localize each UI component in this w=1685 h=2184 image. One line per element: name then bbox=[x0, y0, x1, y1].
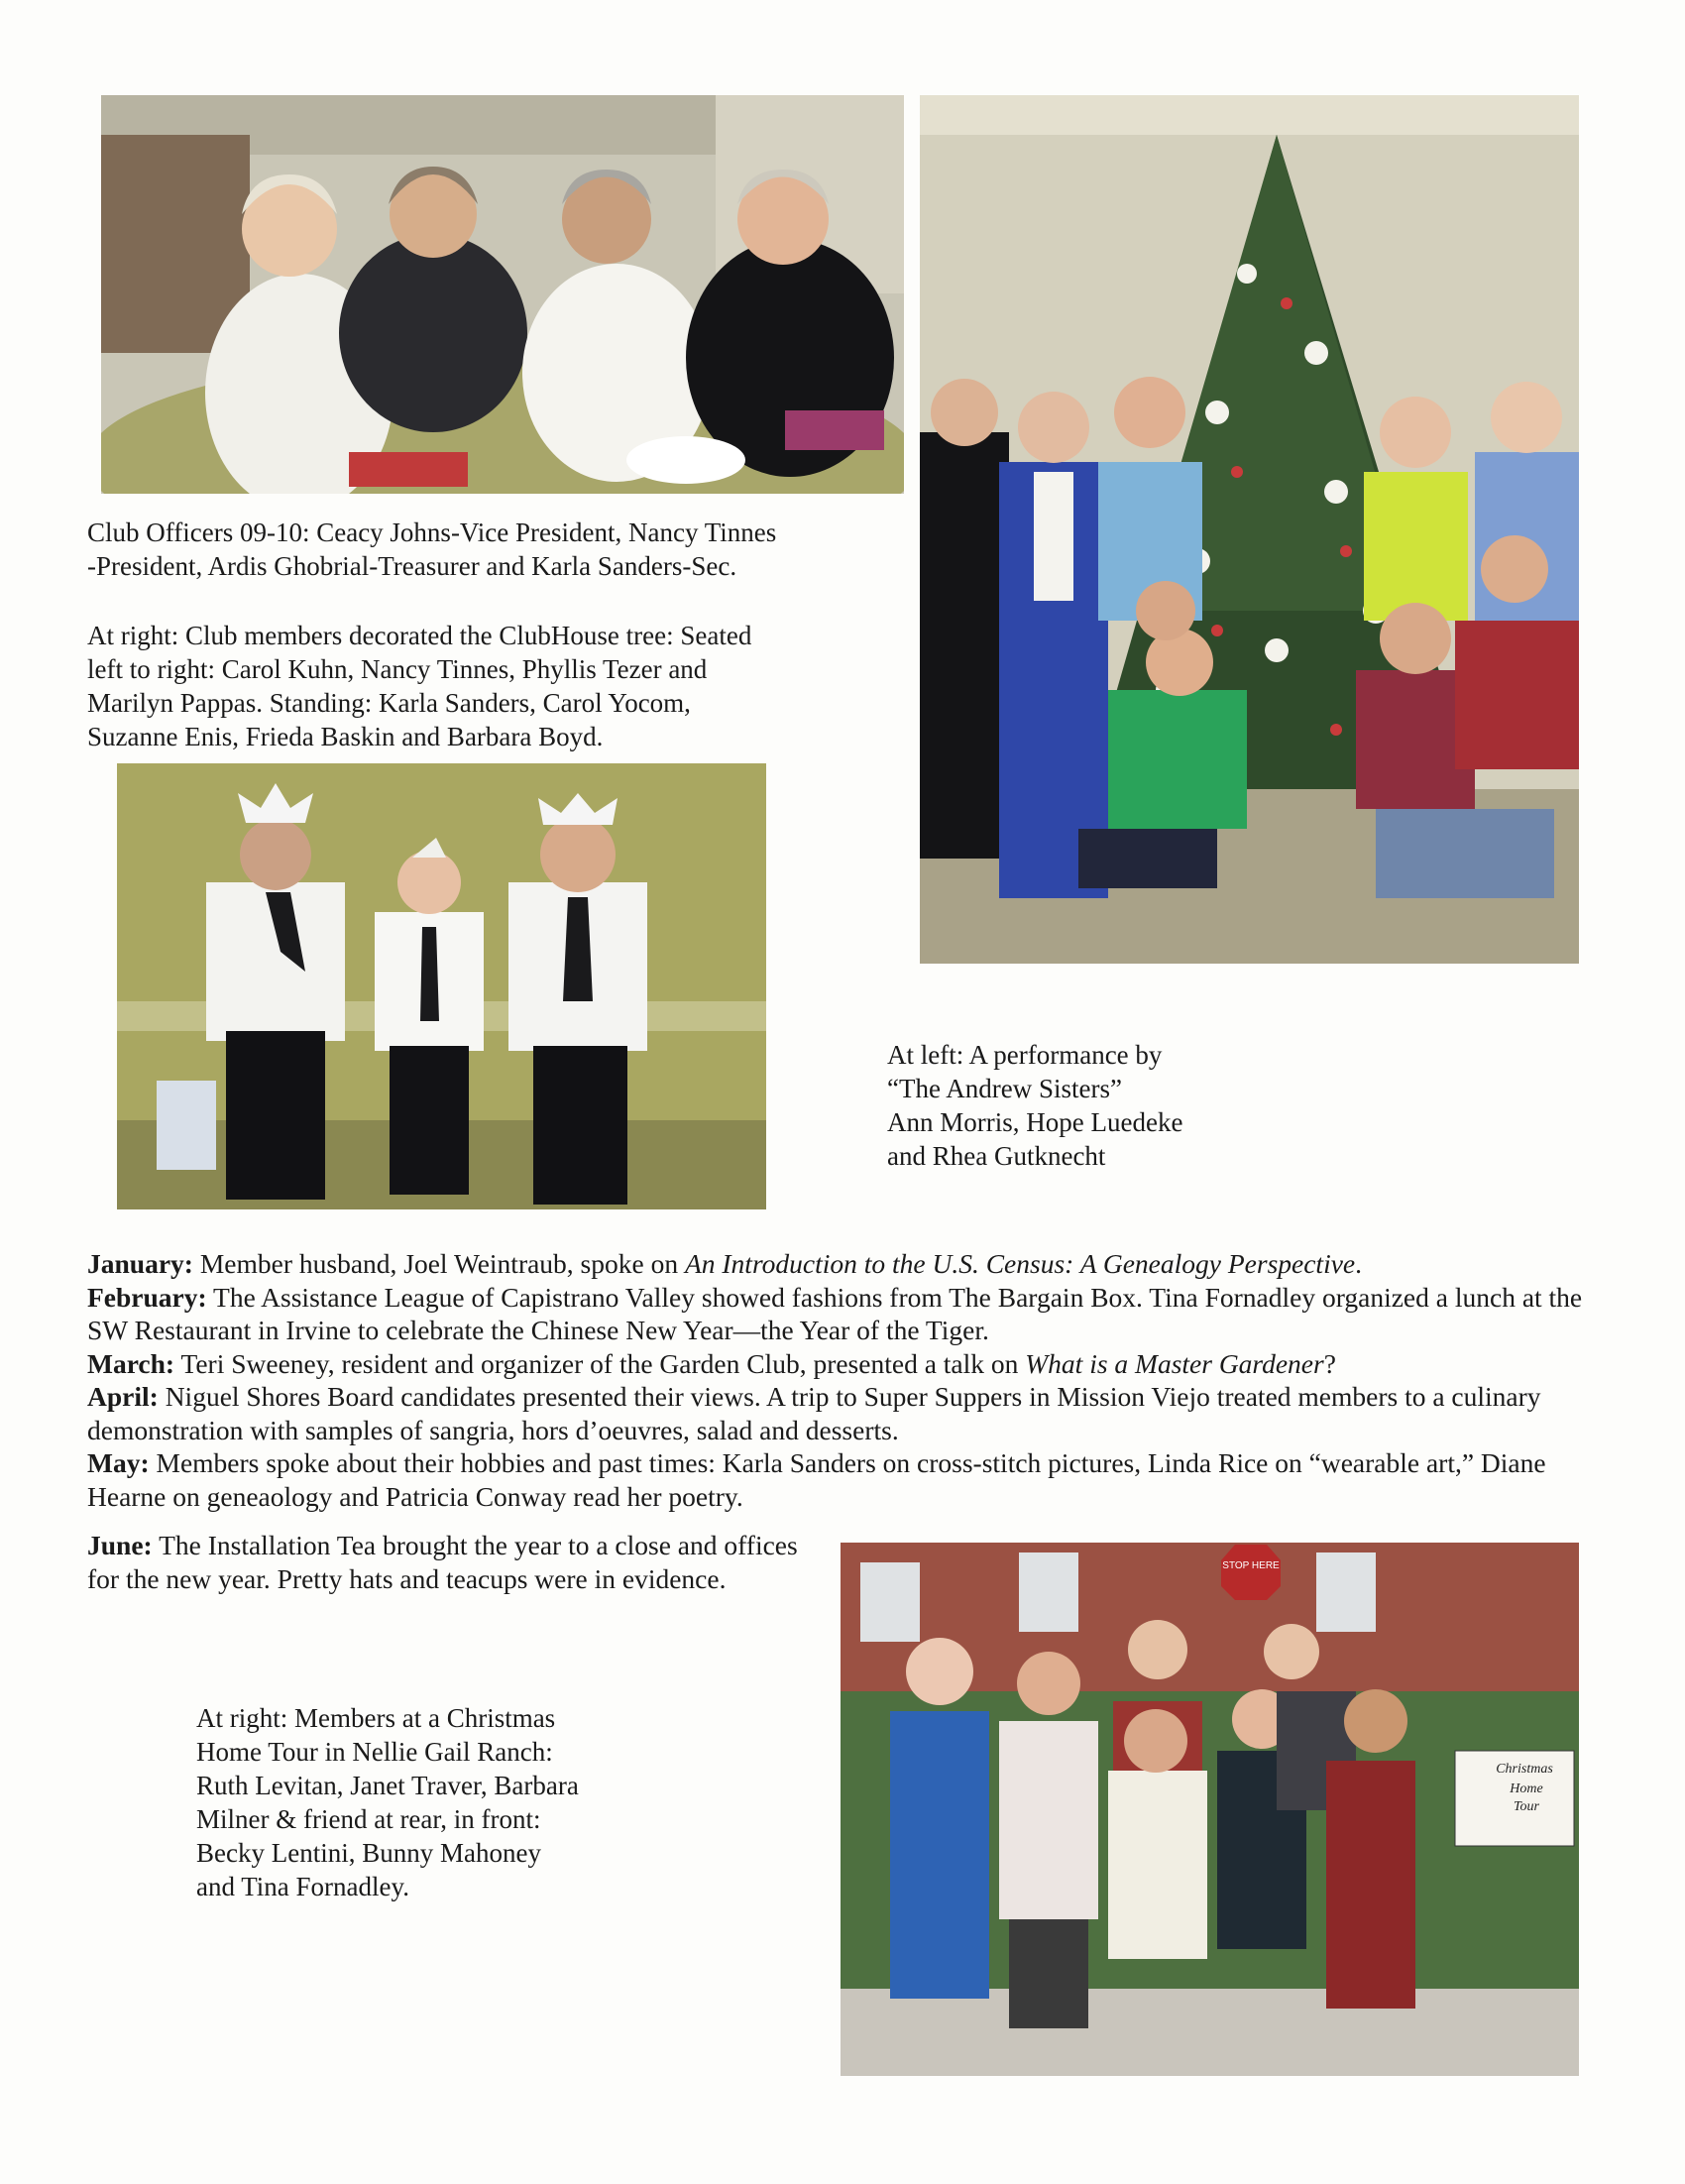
january-text-post: . bbox=[1355, 1248, 1362, 1279]
june-entry bbox=[87, 1529, 801, 1595]
andrew-sisters-caption: At left: A performance by “The Andrew Sisters” Ann Morris, Hope Luedeke and Rhea Gutknecht bbox=[887, 1040, 1183, 1171]
christmas-tour-caption: At right: Members at a Christmas Home Tour in Nellie Gail Ranch: Ruth Levitan, Janet Traver, Barbara Milner & friend at rear, in front: Becky Lentini, Bunny Mahoney and Tina Fornadley. bbox=[196, 1703, 579, 1901]
january-entry bbox=[87, 1247, 1614, 1281]
january-talk-title: An Introduction to the U.S. Census: A Genealogy Perspective bbox=[684, 1248, 1356, 1279]
stop-sign-text: STOP HERE bbox=[1222, 1560, 1280, 1571]
monthly-summary bbox=[87, 1247, 1614, 1513]
sign-line-1: Christmas bbox=[1496, 1762, 1553, 1777]
may-text: Members spoke about their hobbies and past times: Karla Sanders on cross-stitch pictures, Linda Rice on “wearable art,” Diane Hearne on geneaology and Patricia Conway read her poetry. bbox=[87, 1447, 1546, 1512]
march-text-pre: Teri Sweeney, resident and organizer of the Garden Club, presented a talk on bbox=[174, 1347, 1026, 1379]
andrew-sisters-photo bbox=[117, 763, 766, 1209]
may-entry bbox=[87, 1446, 1614, 1513]
february-text: The Assistance League of Capistrano Valley showed fashions from The Bargain Box. Tina Fornadley organized a lunch at the SW Restaurant in Irvine to celebrate the Chinese New Year—the Year of the Tiger. bbox=[87, 1281, 1583, 1345]
april-entry bbox=[87, 1380, 1614, 1446]
march-talk-title: What is a Master Gardener bbox=[1025, 1347, 1324, 1379]
january-label: January: bbox=[87, 1248, 193, 1279]
christmas-tour-photo bbox=[841, 1543, 1579, 2076]
march-text-post: ? bbox=[1323, 1347, 1336, 1379]
april-text: Niguel Shores Board candidates presented their views. A trip to Super Suppers in Mission Viejo treated members to a culinary demonstration with samples of sangria, hors d’oeuvres, salad and desserts. bbox=[87, 1381, 1541, 1445]
officers-caption: Club Officers 09-10: Ceacy Johns-Vice President, Nancy Tinnes -President, Ardis Ghobrial-Treasurer and Karla Sanders-Sec. bbox=[87, 517, 777, 581]
april-label: April: bbox=[87, 1381, 159, 1412]
tree-caption: At right: Club members decorated the ClubHouse tree: Seated left to right: Carol Kuhn, Nancy Tinnes, Phyllis Tezer and Marilyn Pappas. Standing: Karla Sanders, Carol Yocom, Suzanne Enis, Frieda Baskin and Barbara Boyd. bbox=[87, 621, 752, 751]
june-text: The Installation Tea brought the year to a close and offices for the new year. Pretty hats and teacups were in evidence. bbox=[87, 1530, 798, 1594]
sign-line-2: Home bbox=[1510, 1782, 1543, 1796]
tree-photo bbox=[920, 95, 1579, 964]
march-label: March: bbox=[87, 1347, 175, 1379]
february-entry bbox=[87, 1281, 1614, 1347]
march-entry bbox=[87, 1347, 1614, 1381]
june-label: June: bbox=[87, 1530, 153, 1560]
sign-line-3: Tour bbox=[1514, 1799, 1539, 1814]
january-text-pre: Member husband, Joel Weintraub, spoke on bbox=[192, 1248, 685, 1279]
officers-photo bbox=[101, 95, 904, 494]
february-label: February: bbox=[87, 1281, 207, 1313]
may-label: May: bbox=[87, 1447, 150, 1478]
